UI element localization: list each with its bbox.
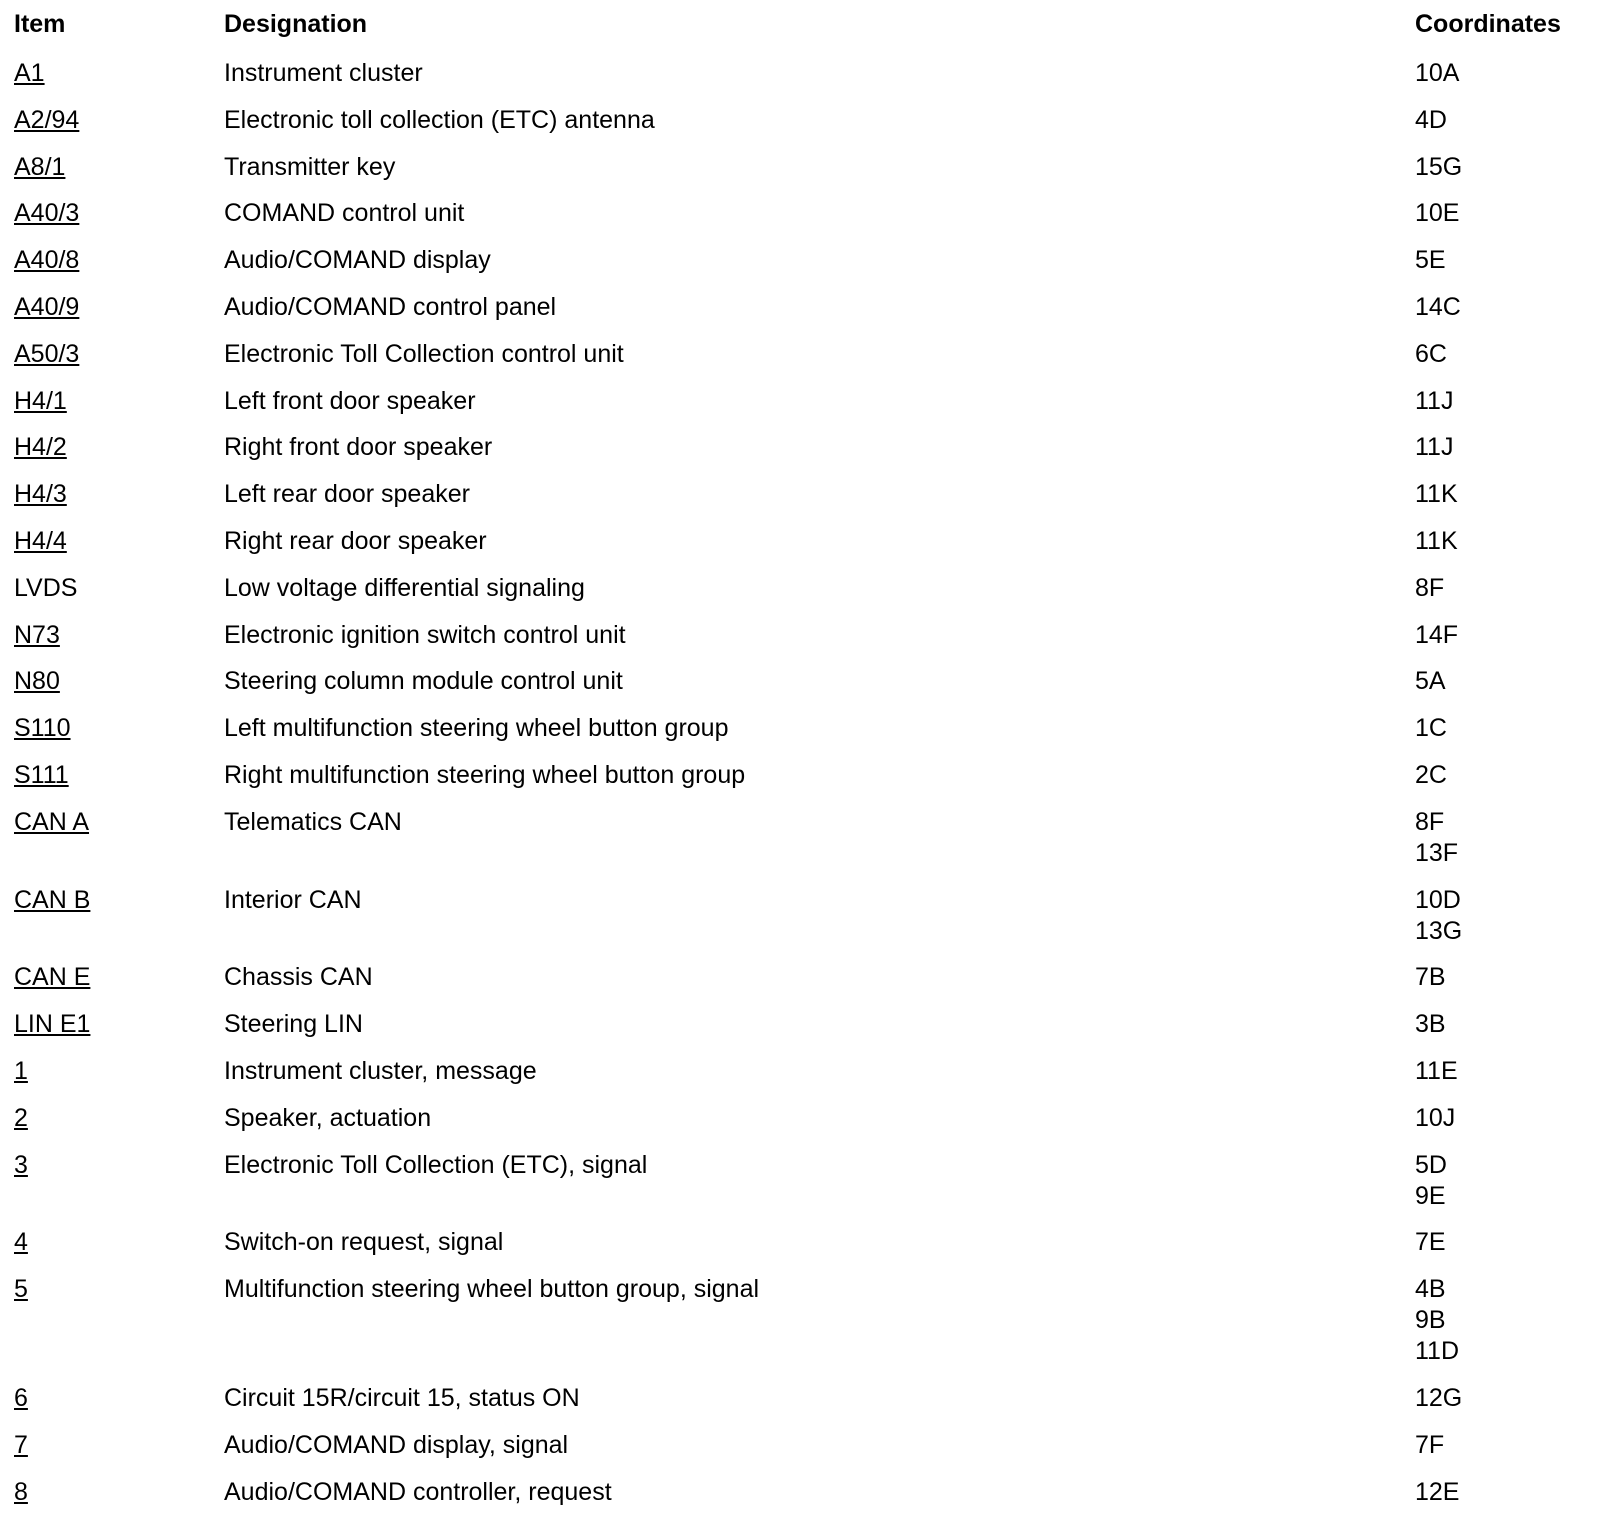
designation-text: Audio/COMAND controller, request xyxy=(224,1477,612,1506)
designation-text: Steering LIN xyxy=(224,1010,363,1039)
coordinate-value: 5E xyxy=(1415,246,1446,275)
item-code-link[interactable]: H4/3 xyxy=(14,480,67,509)
item-code-link[interactable]: A40/8 xyxy=(14,246,80,275)
item-code-link[interactable]: H4/4 xyxy=(14,527,67,555)
item-code-link[interactable]: 6 xyxy=(14,1384,28,1412)
coordinate-value: 8F xyxy=(1415,573,1445,602)
item-code-link[interactable]: 4 xyxy=(14,1228,28,1257)
item-code-link[interactable]: A8/1 xyxy=(14,152,66,181)
coordinates-cell xyxy=(1415,760,1447,791)
coordinate-value: 15G xyxy=(1415,152,1463,181)
coordinate-value: 9B xyxy=(1415,1306,1446,1335)
coordinate-value: 11J xyxy=(1415,386,1454,415)
coordinate-value: 14C xyxy=(1415,293,1461,321)
designation-text: Multifunction steering wheel button group, signal xyxy=(224,1275,760,1304)
coordinates-cell xyxy=(1415,573,1444,604)
designation-text: Circuit 15R/circuit 15, status ON xyxy=(224,1384,580,1412)
item-code-link[interactable]: 2 xyxy=(14,1103,28,1132)
designation-text: Interior CAN xyxy=(224,885,362,914)
item-code-link[interactable]: H4/2 xyxy=(14,433,67,462)
coordinate-value: 10J xyxy=(1415,1103,1456,1132)
coordinates-cell xyxy=(1415,666,1446,697)
coordinates-cell xyxy=(1415,1430,1444,1461)
coordinates-cell xyxy=(1415,105,1447,136)
coordinates-cell xyxy=(1415,386,1453,417)
coordinates-cell xyxy=(1415,713,1447,744)
designation-text: Audio/COMAND display xyxy=(224,246,491,275)
coordinates-cell xyxy=(1415,526,1458,557)
item-code-link[interactable]: A40/3 xyxy=(14,199,80,228)
designation-text: Left multifunction steering wheel button group xyxy=(224,714,729,743)
designation-text: COMAND control unit xyxy=(224,199,465,228)
coordinates-cell xyxy=(1415,1477,1459,1508)
designation-text: Electronic Toll Collection control unit xyxy=(224,339,624,368)
designation-text: Left front door speaker xyxy=(224,386,476,415)
coordinate-value: 4B xyxy=(1415,1275,1446,1304)
coordinates-cell xyxy=(1415,1056,1458,1087)
coordinate-value: 11E xyxy=(1415,1057,1458,1085)
column-header-item: Item xyxy=(14,10,66,38)
coordinate-value: 4D xyxy=(1415,105,1447,134)
coordinate-value: 7E xyxy=(1415,1228,1446,1257)
coordinate-value: 11K xyxy=(1415,527,1458,555)
item-code-link[interactable]: CAN A xyxy=(14,807,90,836)
coordinate-value: 14F xyxy=(1415,620,1459,649)
item-code-link[interactable]: H4/1 xyxy=(14,386,67,415)
coordinate-value: 5A xyxy=(1415,667,1446,696)
designation-text: Electronic Toll Collection (ETC), signal xyxy=(224,1150,648,1179)
coordinate-value: 10D xyxy=(1415,885,1461,914)
coordinate-value: 12G xyxy=(1415,1384,1463,1412)
coordinates-cell xyxy=(1415,885,1462,947)
coordinates-cell xyxy=(1415,292,1461,323)
item-code-link[interactable]: S111 xyxy=(14,761,69,789)
item-code-link[interactable]: 8 xyxy=(14,1477,28,1506)
coordinates-cell xyxy=(1415,962,1446,993)
coordinates-cell xyxy=(1415,198,1459,229)
designation-text: Instrument cluster xyxy=(224,59,423,87)
designation-text: Left rear door speaker xyxy=(224,480,470,509)
coordinate-value: 12E xyxy=(1415,1477,1460,1506)
designation-text: Right rear door speaker xyxy=(224,527,487,555)
designation-text: Telematics CAN xyxy=(224,807,402,836)
coordinate-value: 5D xyxy=(1415,1150,1447,1179)
item-code-link[interactable]: 1 xyxy=(14,1057,28,1085)
coordinate-value: 7F xyxy=(1415,1430,1445,1459)
designation-text: Audio/COMAND control panel xyxy=(224,293,557,321)
coordinates-cell xyxy=(1415,1227,1446,1258)
coordinates-cell xyxy=(1415,152,1462,183)
coordinates-cell xyxy=(1415,58,1459,89)
designation-text: Right multifunction steering wheel button group xyxy=(224,761,746,789)
coordinates-cell xyxy=(1415,479,1458,510)
item-code-link[interactable]: A50/3 xyxy=(14,339,80,368)
coordinate-value: 9E xyxy=(1415,1181,1446,1210)
coordinate-value: 1C xyxy=(1415,714,1447,743)
coordinate-value: 7B xyxy=(1415,963,1446,992)
item-code-link[interactable]: CAN E xyxy=(14,963,91,992)
coordinate-value: 10A xyxy=(1415,59,1460,87)
coordinates-cell xyxy=(1415,807,1458,869)
coordinate-value: 8F xyxy=(1415,807,1445,836)
item-code-link[interactable]: 7 xyxy=(14,1430,28,1459)
coordinates-cell xyxy=(1415,620,1458,651)
coordinates-cell xyxy=(1415,245,1446,276)
designation-text: Instrument cluster, message xyxy=(224,1057,537,1085)
item-code-link[interactable]: S110 xyxy=(14,714,71,743)
coordinate-value: 10E xyxy=(1415,199,1460,228)
column-header-coordinates: Coordinates xyxy=(1415,10,1561,38)
coordinate-value: 13F xyxy=(1415,838,1459,867)
item-code-link[interactable]: A40/9 xyxy=(14,293,80,321)
coordinate-value: 13G xyxy=(1415,916,1463,945)
designation-text: Audio/COMAND display, signal xyxy=(224,1430,569,1459)
designation-text: Electronic ignition switch control unit xyxy=(224,620,626,649)
coordinate-value: 3B xyxy=(1415,1010,1446,1039)
coordinate-value: 2C xyxy=(1415,761,1447,789)
coordinates-cell xyxy=(1415,339,1447,370)
designation-text: Transmitter key xyxy=(224,152,396,181)
designation-text: Steering column module control unit xyxy=(224,667,623,696)
item-code-link[interactable]: N73 xyxy=(14,620,60,649)
designation-text: Electronic toll collection (ETC) antenna xyxy=(224,105,655,134)
coordinates-cell xyxy=(1415,1009,1446,1040)
coordinates-cell xyxy=(1415,1103,1455,1134)
item-code-link[interactable]: 5 xyxy=(14,1275,28,1304)
coordinate-value: 11D xyxy=(1415,1337,1460,1366)
coordinate-value: 11K xyxy=(1415,480,1458,509)
item-code-link[interactable]: A2/94 xyxy=(14,105,80,134)
item-code-link[interactable]: 3 xyxy=(14,1150,28,1179)
item-code: LVDS xyxy=(14,573,78,602)
designation-text: Low voltage differential signaling xyxy=(224,573,585,602)
designation-text: Right front door speaker xyxy=(224,433,493,462)
designation-text: Speaker, actuation xyxy=(224,1103,432,1132)
coordinates-cell xyxy=(1415,1274,1459,1367)
item-code-link[interactable]: LIN E1 xyxy=(14,1010,91,1039)
item-code-link[interactable]: A1 xyxy=(14,59,45,87)
designation-text: Chassis CAN xyxy=(224,963,373,992)
coordinates-cell xyxy=(1415,1383,1462,1414)
item-code-link[interactable]: CAN B xyxy=(14,885,91,914)
column-header-designation: Designation xyxy=(224,10,368,38)
coordinates-cell xyxy=(1415,432,1453,463)
designation-text: Switch-on request, signal xyxy=(224,1228,504,1257)
item-code-link[interactable]: N80 xyxy=(14,667,60,696)
coordinates-cell xyxy=(1415,1150,1447,1212)
coordinate-value: 11J xyxy=(1415,433,1454,462)
coordinate-value: 6C xyxy=(1415,339,1447,368)
